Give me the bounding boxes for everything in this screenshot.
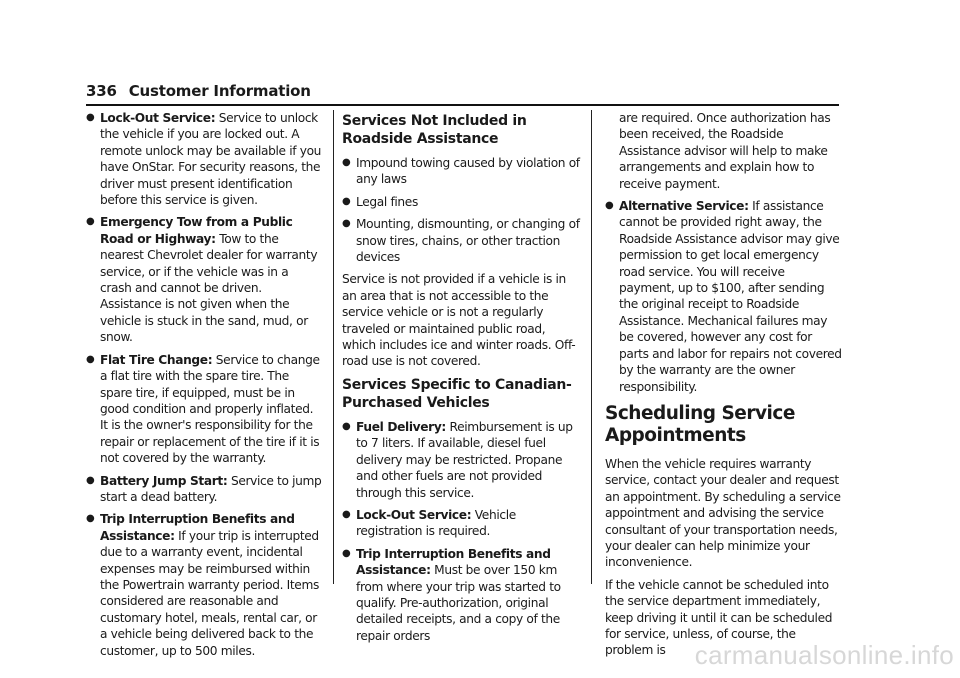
list-item bbox=[342, 216, 580, 265]
bullet-icon: ● bbox=[86, 353, 95, 365]
section-heading: Services Not Included in Roadside Assistance bbox=[342, 113, 527, 147]
item-label: Lock-Out Service: bbox=[100, 111, 216, 125]
bullet-icon: ● bbox=[342, 218, 351, 230]
column-divider bbox=[591, 110, 592, 584]
list-item bbox=[342, 546, 580, 644]
item-label: Fuel Delivery: bbox=[356, 419, 446, 434]
list-item bbox=[86, 511, 322, 659]
paragraph: When the vehicle requires warranty service, contact your dealer and request an appointment. By scheduling a service appointment and advising the service consultant of your transportation needs, your dealer can help minimize your inconvenience. bbox=[605, 456, 841, 570]
item-text: Reimbursement is up to 7 liters. If available, diesel fuel delivery may be restricted. Propane and other fuels are not provided through this service. bbox=[356, 419, 573, 500]
section-title-large: Scheduling Service Appointments bbox=[605, 402, 795, 446]
bullet-icon: ● bbox=[605, 200, 614, 212]
bullet-icon: ● bbox=[342, 157, 351, 168]
item-text: If your trip is interrupted due to a warranty event, incidental expenses may be reimbursed within the Powertrain warranty period. Items considered are reasonable and customary hotel, meals, rental car, or a vehicle being delivered back to the customer, up to 500 miles. bbox=[100, 528, 319, 658]
page-number: 336 bbox=[86, 82, 117, 100]
item-text: Vehicle registration is required. bbox=[356, 507, 516, 539]
section-title: Customer Information bbox=[128, 82, 311, 100]
bullet-icon: ● bbox=[342, 547, 351, 559]
list-item bbox=[342, 507, 580, 540]
item-label: Trip Interruption Benefits and Assistance: bbox=[100, 512, 295, 543]
column-2 bbox=[342, 110, 580, 650]
column-3 bbox=[605, 110, 843, 665]
section-heading: Services Specific to Canadian-Purchased Vehicles bbox=[342, 376, 572, 411]
item-text: Service to jump start a dead battery. bbox=[100, 473, 322, 504]
item-text: Impound towing caused by violation of any laws bbox=[356, 156, 580, 187]
list-item bbox=[86, 352, 322, 467]
item-label: Alternative Service: bbox=[619, 199, 749, 214]
paragraph: Service is not provided if a vehicle is in an area that is not accessible to the service vehicle or is not a regularly traveled or maintained public road, which includes ice and winter roads. Off-road use is not covered. bbox=[342, 272, 576, 369]
bullet-icon: ● bbox=[86, 216, 95, 228]
item-text: If assistance cannot be provided right away, the Roadside Assistance advisor may give permission to get local emergency road service. You will receive payment, up to $100, after sending the original receipt to Roadside Assistance. Mechanical failures may be covered, however any cost for parts and labor for repairs not covered by the warranty are the owner responsibility. bbox=[619, 199, 842, 394]
paragraph: If the vehicle cannot be scheduled into the service department immediately, keep driving it until it can be scheduled for service, unless, of course, the problem is bbox=[605, 577, 833, 658]
list-item bbox=[86, 473, 322, 506]
header-rule bbox=[86, 104, 839, 106]
bullet-icon: ● bbox=[86, 513, 95, 525]
item-label: Battery Jump Start: bbox=[100, 473, 228, 488]
item-label: Lock-Out Service: bbox=[356, 507, 472, 522]
watermark: carmanualsonline.info bbox=[694, 640, 954, 670]
page-header bbox=[86, 82, 311, 100]
bullet-icon: ● bbox=[86, 112, 95, 123]
item-text: Mounting, dismounting, or changing of snow tires, chains, or other traction devices bbox=[356, 217, 580, 265]
bullet-icon: ● bbox=[342, 420, 351, 432]
item-text: Legal fines bbox=[356, 194, 418, 209]
item-text: Service to unlock the vehicle if you are locked out. A remote unlock may be available if you have OnStar. For security reasons, the driver must present identification before this service is given. bbox=[100, 111, 322, 208]
item-label: Emergency Tow from a Public Road or Highway: bbox=[100, 215, 293, 246]
list-item-continuation: are required. Once authorization has been received, the Roadside Assistance advisor will help to make arrangements and explain how to receive payment. bbox=[619, 111, 831, 191]
item-text: Tow to the nearest Chevrolet dealer for warranty service, or if the vehicle was in a crash and cannot be driven. Assistance is not given when the vehicle is stuck in the sand, mud, or snow. bbox=[100, 231, 318, 345]
item-text: Service to change a flat tire with the spare tire. The spare tire, if equipped, must be in good condition and properly inflated. It is the owner's responsibility for the repair or replacement of the tire if it is not covered by the warranty. bbox=[100, 352, 320, 466]
item-label: Trip Interruption Benefits and Assistance: bbox=[356, 546, 551, 578]
list-item bbox=[342, 155, 580, 188]
bullet-icon: ● bbox=[86, 474, 95, 486]
list-item bbox=[605, 198, 843, 395]
list-item bbox=[86, 214, 322, 345]
column-1 bbox=[86, 110, 322, 665]
item-text: Must be over 150 km from where your trip was started to qualify. Pre-authorization, original detailed receipts, and a copy of the repair orders bbox=[356, 563, 561, 643]
list-item bbox=[342, 194, 580, 210]
list-item bbox=[86, 110, 322, 208]
bullet-icon: ● bbox=[342, 508, 351, 520]
list-item bbox=[342, 419, 580, 501]
column-divider bbox=[333, 110, 334, 584]
item-label: Flat Tire Change: bbox=[100, 352, 213, 367]
bullet-icon: ● bbox=[342, 195, 351, 207]
